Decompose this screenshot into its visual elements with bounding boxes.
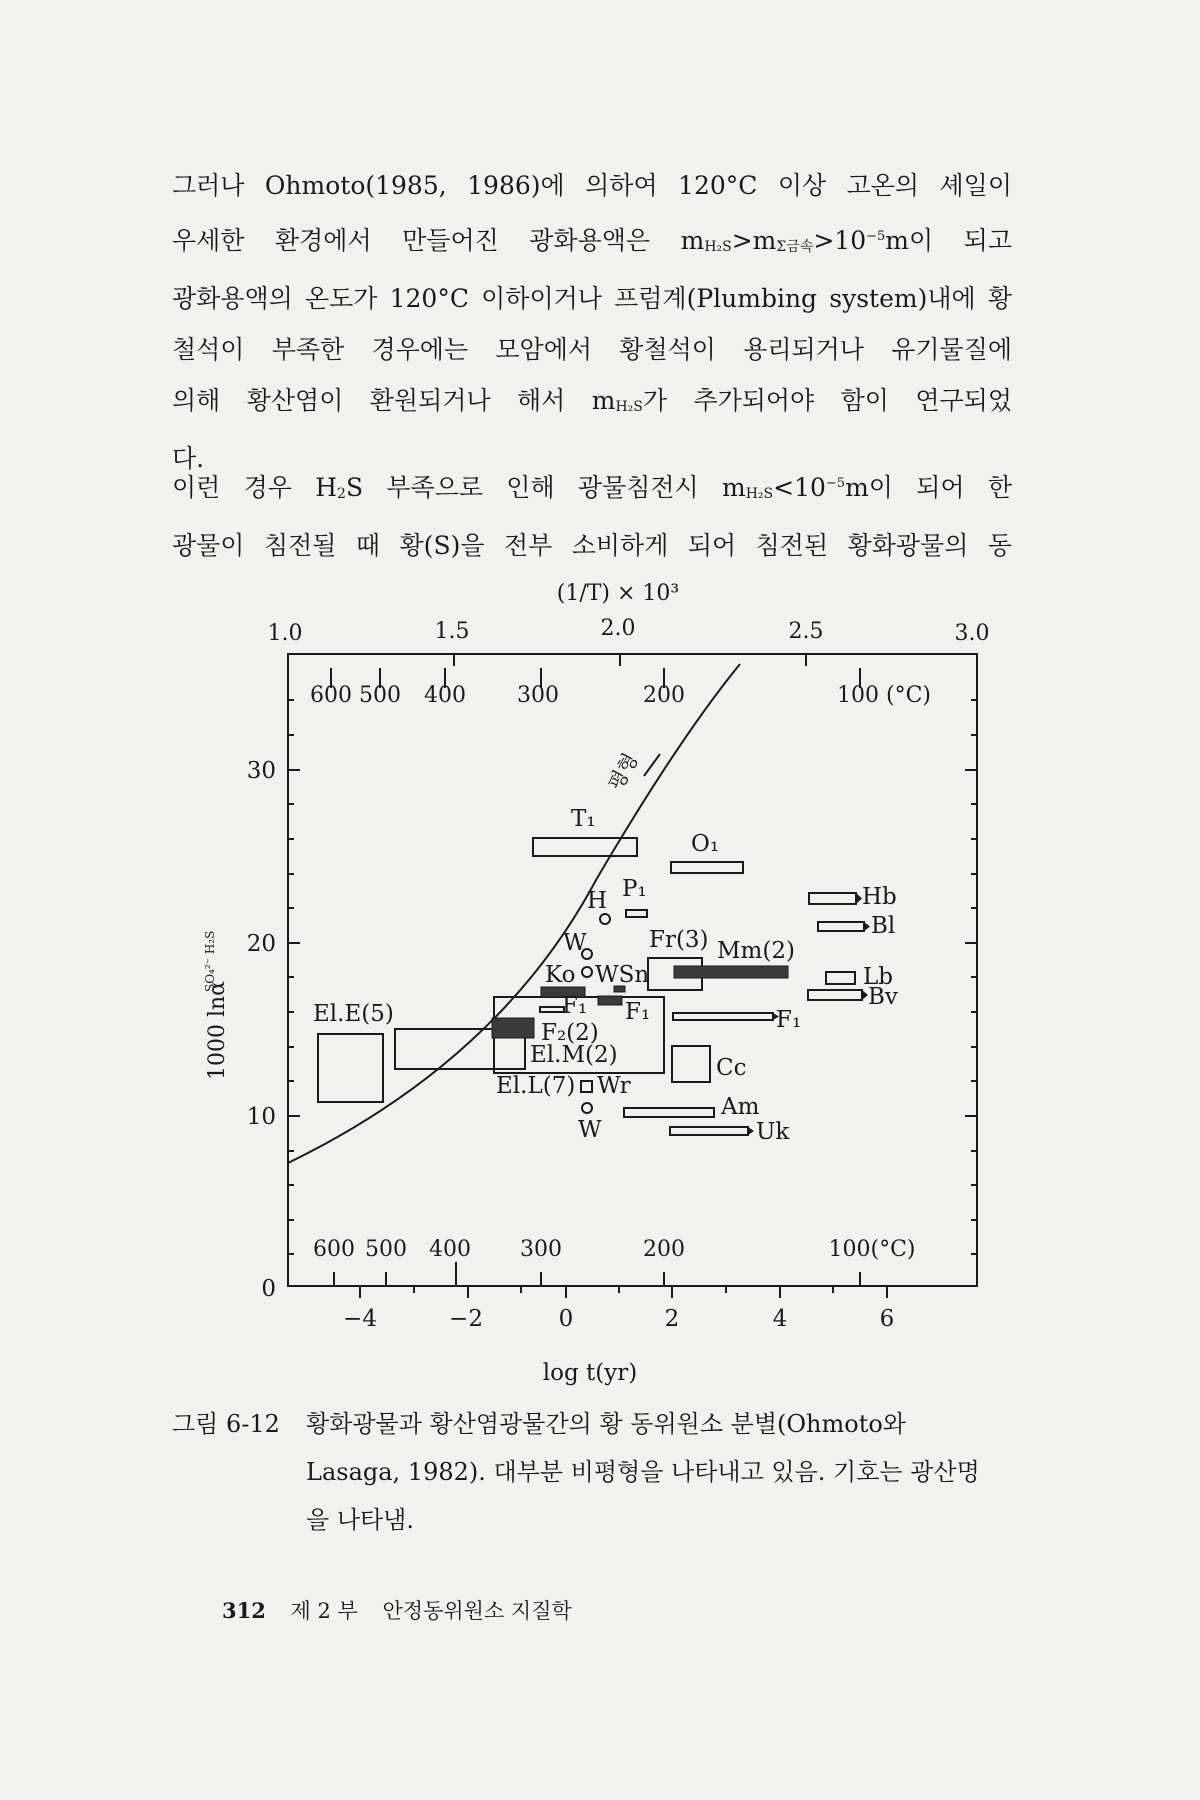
x-tick-6: 6 — [879, 1306, 895, 1332]
y-tick-30: 30 — [246, 758, 276, 784]
fill-F2 — [492, 1018, 534, 1038]
upper-temp-600: 600 — [310, 683, 352, 708]
box-Bl — [818, 922, 864, 931]
p1-l2-mid: >m — [731, 226, 777, 255]
top-tick-2-0: 2.0 — [600, 616, 636, 641]
box-P1 — [626, 910, 647, 917]
label-Hb: Hb — [862, 884, 897, 910]
y-tick-labels — [247, 758, 276, 1302]
label-Uk: Uk — [756, 1119, 790, 1145]
label-ElE5: El.E(5) — [313, 1001, 394, 1027]
curve-dash — [644, 754, 660, 776]
footer-title: 안정동위원소 지질학 — [382, 1599, 572, 1623]
top-tick-2-5: 2.5 — [788, 619, 824, 644]
p1-line-1: 그러나 Ohmoto(1985, 1986)에 의하여 120°C 이상 고온의 셰일이 — [172, 171, 1012, 200]
label-ElM2: El.M(2) — [530, 1042, 618, 1068]
p2-l1-post: <10 — [773, 473, 826, 502]
upper-temp-labels — [310, 683, 931, 708]
label-Mm2: Mm(2) — [717, 938, 795, 964]
label-T1: T₁ — [571, 806, 596, 832]
label-O1: O₁ — [691, 831, 720, 857]
p1-line-6: 다. — [172, 444, 205, 473]
label-W-upper: W — [563, 930, 587, 956]
footer-part: 제 2 부 — [290, 1599, 358, 1623]
y-tick-10: 10 — [246, 1104, 276, 1130]
page-footer — [222, 1595, 590, 1625]
upper-temp-300: 300 — [517, 683, 559, 708]
p1-l2-sub2: Σ금속 — [776, 239, 814, 255]
y-tick-0: 0 — [261, 1276, 276, 1302]
lower-temp-100: 100(°C) — [828, 1237, 916, 1262]
label-F1-mid: F₁ — [625, 999, 651, 1025]
x-tick-neg4: −4 — [343, 1306, 377, 1332]
label-Cc: Cc — [716, 1055, 747, 1081]
p1-l2-sub1: H₂S — [704, 239, 732, 255]
label-F2: F₂(2) — [541, 1020, 599, 1046]
label-Ko: Ko — [545, 962, 576, 988]
caption-line-3: 을 나타냄. — [306, 1506, 414, 1534]
p2-l1-sup: −5 — [825, 476, 846, 491]
page-number: 312 — [222, 1598, 266, 1623]
y-tick-20: 20 — [246, 931, 276, 957]
box-Am — [624, 1108, 714, 1117]
circle-H — [600, 914, 610, 924]
box-F1-left — [540, 1007, 564, 1012]
top-ticks — [454, 654, 806, 666]
lower-temp-300: 300 — [520, 1237, 562, 1262]
label-Bv: Bv — [868, 984, 898, 1010]
label-P1: P₁ — [622, 876, 647, 902]
caption-figure-number: 그림 6-12 — [172, 1410, 280, 1438]
box-Cc — [672, 1046, 710, 1082]
caption-line-2: Lasaga, 1982). 대부분 비평형을 나타내고 있음. 기호는 광산명 — [306, 1458, 980, 1486]
label-Am: Am — [721, 1094, 760, 1120]
p2-l1-mid: S 부족으로 인해 광물침전시 m — [345, 473, 746, 502]
label-Fr3: Fr(3) — [649, 927, 709, 953]
upper-temp-ticks — [331, 668, 860, 688]
p1-l2-end: m이 되고 — [885, 226, 1012, 255]
label-Lb: Lb — [863, 964, 893, 990]
open-boxes — [318, 838, 864, 1135]
lower-temp-400: 400 — [429, 1237, 471, 1262]
upper-temp-200: 200 — [643, 683, 685, 708]
caption-text-1: 황화광물과 황산염광물간의 황 동위원소 분별(Ohmoto와 — [306, 1410, 906, 1438]
box-Uk — [670, 1127, 748, 1135]
label-W-lower: W — [578, 1117, 602, 1143]
box-O1 — [671, 862, 743, 873]
y-axis-label: 1000 lnα — [205, 980, 230, 1080]
top-tick-1-5: 1.5 — [434, 619, 470, 644]
fill-Mm2 — [674, 966, 788, 978]
box-Bv — [808, 990, 862, 1000]
p2-l1-end: m이 되어 한 — [845, 473, 1012, 502]
top-axis-title: (1/T) × 10³ — [556, 581, 680, 606]
box-ElE5 — [318, 1034, 383, 1102]
lower-temp-600: 600 — [313, 1237, 355, 1262]
top-tick-3-0: 3.0 — [954, 621, 990, 646]
circle-Ko — [582, 967, 592, 977]
label-Bl: Bl — [871, 913, 896, 939]
x-tick-4: 4 — [772, 1306, 788, 1332]
label-Wr: Wr — [597, 1073, 631, 1099]
p1-l5-sub: H₂S — [615, 399, 643, 415]
label-ElL7: El.L(7) — [496, 1073, 576, 1099]
lower-temp-ticks — [334, 1262, 860, 1286]
lower-temp-500: 500 — [365, 1237, 407, 1262]
x-tick-0: 0 — [558, 1306, 574, 1332]
p1-line-3: 광화용액의 온도가 120°C 이하이거나 프럼계(Plumbing system)내에 황 — [172, 284, 1012, 313]
x-tick-2: 2 — [664, 1306, 680, 1332]
lower-temp-labels — [313, 1237, 916, 1262]
top-tick-1-0: 1.0 — [267, 621, 303, 646]
lower-temp-200: 200 — [643, 1237, 685, 1262]
p1-line-4: 철석이 부족한 경우에는 모암에서 황철석이 용리되거나 유기물질에 — [172, 335, 1012, 364]
p2-l1-pre: 이런 경우 H — [172, 473, 338, 502]
fill-F1-mid — [598, 996, 622, 1005]
box-Hb — [809, 893, 856, 904]
box-Lb — [826, 972, 855, 984]
circle-W-lower — [582, 1103, 592, 1113]
p1-l2-pre: 우세한 환경에서 만들어진 광화용액은 m — [172, 226, 705, 255]
y-axis-subscript: SO₄²⁻ H₂S — [203, 930, 217, 992]
figure-caption — [172, 1400, 1012, 1544]
box-Wr — [581, 1081, 592, 1092]
box-T1 — [533, 838, 637, 856]
p1-l2-sup: −5 — [866, 229, 886, 244]
upper-temp-400: 400 — [424, 683, 466, 708]
p2-line-2: 광물이 침전될 때 황(S)을 전부 소비하게 되어 침전된 황화광물의 동 — [172, 531, 1012, 560]
p2-l1-sub2: H₂S — [745, 486, 774, 502]
x-tick-neg2: −2 — [449, 1306, 483, 1332]
label-WSn: WSn — [595, 962, 650, 988]
upper-temp-100: 100 (°C) — [837, 683, 931, 708]
label-F1-right: F₁ — [776, 1007, 802, 1033]
x-axis-label: log t(yr) — [542, 1360, 638, 1386]
p1-l5-pre: 의해 황산염이 환원되거나 해서 m — [172, 386, 616, 415]
x-ticks — [360, 1286, 887, 1298]
upper-temp-500: 500 — [359, 683, 401, 708]
box-F1-right — [673, 1013, 773, 1020]
p1-l5-post: 가 추가되어야 함이 연구되었 — [642, 386, 1012, 415]
p1-l2-post: >10 — [813, 226, 867, 255]
x-tick-labels — [343, 1306, 894, 1332]
caption-line-1 — [172, 1400, 1012, 1448]
equilibrium-label: 평형 — [603, 748, 643, 795]
label-H: H — [587, 888, 608, 914]
top-tick-labels — [268, 616, 990, 646]
p2-l1-sub1: 2 — [337, 486, 346, 502]
label-F1-left: F₁ — [562, 993, 588, 1019]
